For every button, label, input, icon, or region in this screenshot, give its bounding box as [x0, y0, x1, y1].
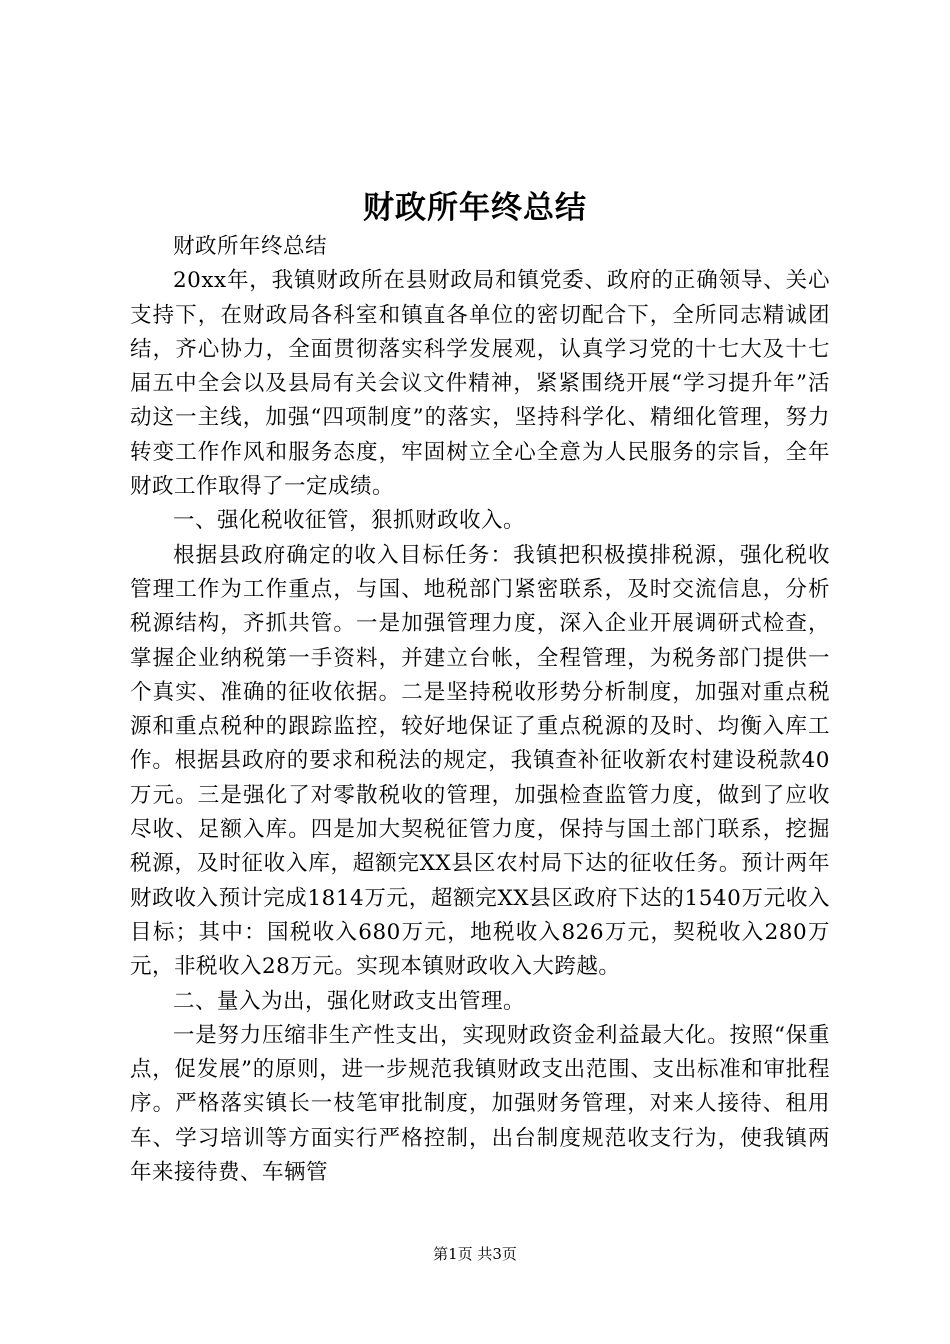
paragraph-expenditure: 一是努力压缩非生产性支出，实现财政资金利益最大化。按照“保重点，促发展”的原则，进一步规范我镇财政支出范围、支出标准和审批程序。严格落实镇长一枝笔审批制度，加强财务管理，对来人接待、租用车、学习培训等方面实行严格控制，出台制度规范收支行为，使我镇两年来接待费、车辆管 [130, 1022, 830, 1186]
paragraph-revenue: 根据县政府确定的收入目标任务：我镇把积极摸排税源，强化税收管理工作为工作重点，与国、地税部门紧密联系，及时交流信息，分析税源结构，齐抓共管。一是加强管理力度，深入企业开展调研式检查，掌握企业纳税第一手资料，并建立台帐，全程管理，为税务部门提供一个真实、准确的征收依据。二是坚持税收形势分析制度，加强对重点税源和重点税种的跟踪监控，较好地保证了重点税源的及时、均衡入库工作。根据县政府的要求和税法的规定，我镇查补征收新农村建设税款40万元。三是强化了对零散税收的管理，加强检查监管力度，做到了应收尽收、足额入库。四是加大契税征管力度，保持与国土部门联系，挖掘税源，及时征收入库，超额完XX县区农村局下达的征收任务。预计两年财政收入预计完成1814万元，超额完XX县区政府下达的1540万元收入目标；其中：国税收入680万元，地税收入826万元，契税收入280万元，非税收入28万元。实现本镇财政收入大跨越。 [130, 542, 830, 980]
page-footer: 第1页 共3页 [433, 1245, 517, 1263]
paragraph-subtitle: 财政所年终总结 [173, 234, 328, 259]
section-heading-1: 一、强化税收征管，狠抓财政收入。 [173, 508, 526, 534]
page-title: 财政所年终总结 [363, 190, 587, 226]
section-heading-2: 二、量入为出，强化财政支出管理。 [173, 988, 526, 1014]
paragraph-intro: 20xx年，我镇财政所在县财政局和镇党委、政府的正确领导、关心支持下，在财政局各科室和镇直各单位的密切配合下，全所同志精诚团结，齐心协力，全面贯彻落实科学发展观，认真学习党的十七大及十七届五中全会以及县局有关会议文件精神，紧紧围绕开展“学习提升年”活动这一主线，加强“四项制度”的落实，坚持科学化、精细化管理，努力转变工作作风和服务态度，牢固树立全心全意为人民服务的宗旨，全年财政工作取得了一定成绩。 [130, 268, 830, 500]
document-body [130, 230, 830, 1190]
